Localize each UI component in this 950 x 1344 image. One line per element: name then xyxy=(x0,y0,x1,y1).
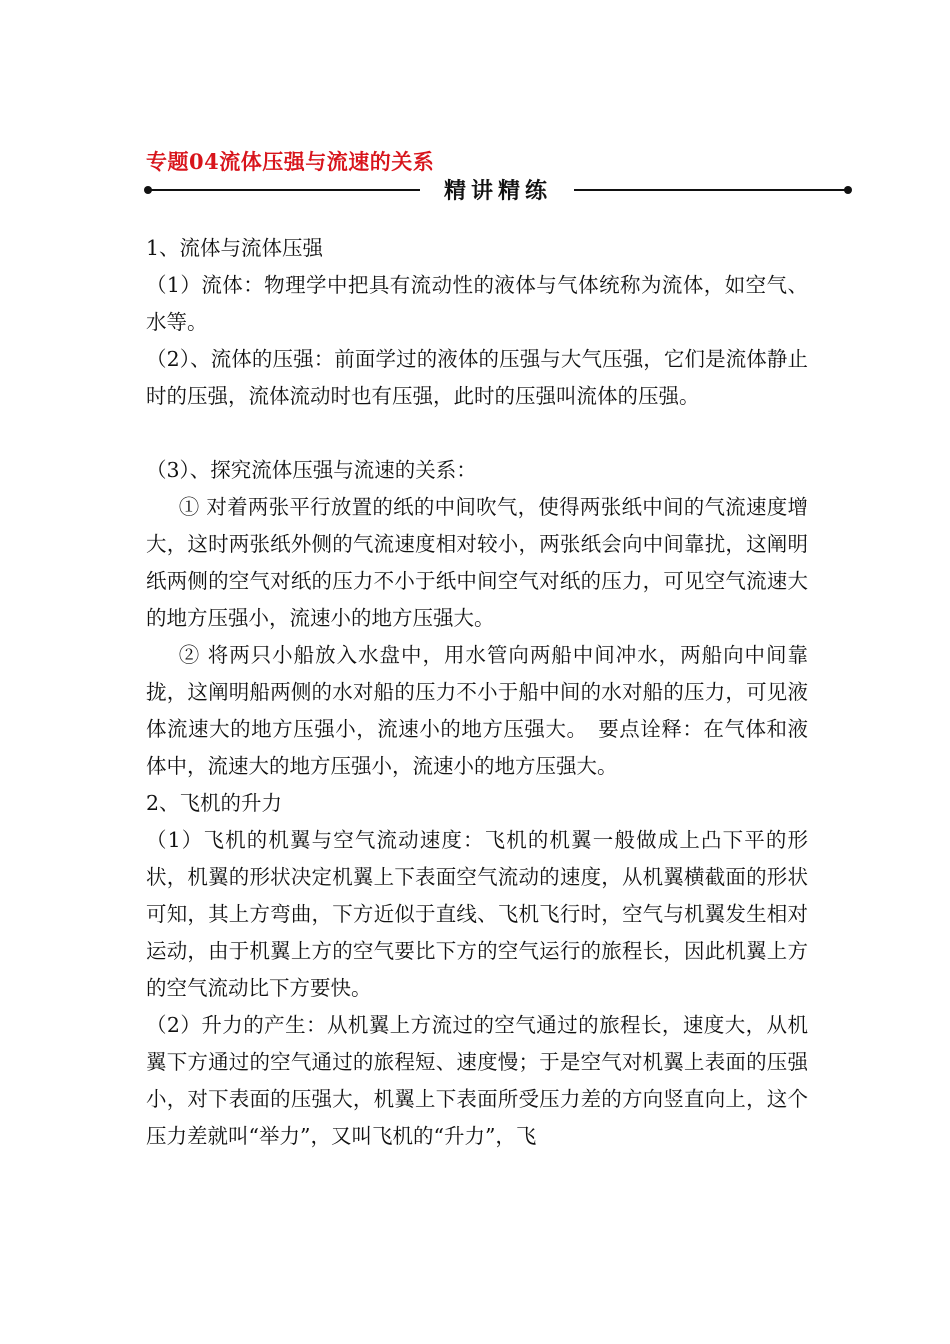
paragraph-fluid-definition: （1）流体：物理学中把具有流动性的液体与气体统称为流体，如空气、水等。 xyxy=(146,273,808,334)
document-title: 专题04流体压强与流速的关系 xyxy=(146,149,435,174)
section-heading-1: 1、流体与流体压强 xyxy=(146,236,324,260)
paragraph-lift-generation: （2）升力的产生：从机翼上方流过的空气通过的旅程长，速度大，从机翼下方通过的空气通过的旅程短、速度慢；于是空气对机翼上表面的压强小，对下表面的压强大，机翼上下表面所受压力差的方向竖直向上，这个压力差就叫“举力”，又叫飞机的“升力”，飞 xyxy=(146,1013,808,1148)
paragraph-wing-airflow: （1）飞机的机翼与空气流动速度：飞机的机翼一般做成上凸下平的形状，机翼的形状决定机翼上下表面空气流动的速度，从机翼横截面的形状可知，其上方弯曲，下方近似于直线、飞机飞行时，空气与机翼发生相对运动，由于机翼上方的空气要比下方的空气运行的旅程长，因此机翼上方的空气流动比下方要快。 xyxy=(146,828,808,1000)
blank-line xyxy=(146,415,808,452)
paragraph-boat-experiment: ② 将两只小船放入水盘中，用水管向两船中间冲水，两船向中间靠拢，这阐明船两侧的水对船的压力不小于船中间的水对船的压力，可见液体流速大的地方压强小，流速小的地方压强大。 要点诠释：在气体和液体中，流速大的地方压强小，流速小的地方压强大。 xyxy=(146,643,808,778)
paragraph-explore-heading: （3）、探究流体压强与流速的关系： xyxy=(146,458,477,482)
document-body xyxy=(146,230,808,1155)
paragraph-fluid-pressure: （2）、流体的压强：前面学过的液体的压强与大气压强，它们是流体静止时的压强，流体流动时也有压强，此时的压强叫流体的压强。 xyxy=(146,347,808,408)
banner-dot-right xyxy=(844,186,852,194)
section-banner xyxy=(144,174,852,204)
section-heading-2: 2、飞机的升力 xyxy=(146,791,283,815)
banner-line-left xyxy=(150,189,420,191)
paragraph-paper-experiment: ① 对着两张平行放置的纸的中间吹气，使得两张纸中间的气流速度增大，这时两张纸外侧的气流速度相对较小，两张纸会向中间靠扰，这阐明纸两侧的空气对纸的压力不小于纸中间空气对纸的压力，可见空气流速大的地方压强小，流速小的地方压强大。 xyxy=(146,495,808,630)
banner-label: 精讲精练 xyxy=(443,178,552,204)
banner-line-right xyxy=(574,189,846,191)
